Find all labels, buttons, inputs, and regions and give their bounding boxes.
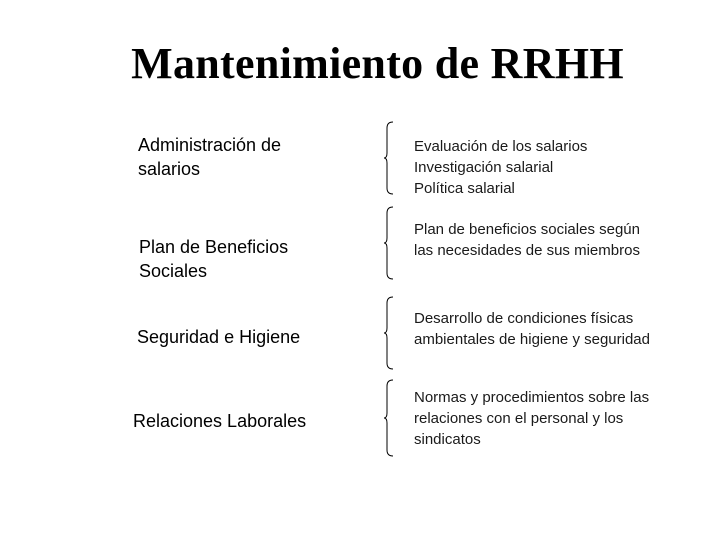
row-description-relaciones-laborales: Normas y procedimientos sobre las relaciones con el personal y los sindicatos — [414, 389, 650, 448]
row-description-plan-beneficios: Plan de beneficios sociales según las necesidades de sus miembros — [414, 221, 640, 259]
slide-title: Mantenimiento de RRHH — [131, 39, 624, 88]
row-label-seguridad-higiene: Seguridad e Higiene — [137, 327, 301, 347]
left-brace-icon — [384, 297, 396, 369]
row-label-administracion-salarios: Administración de salarios — [138, 135, 282, 179]
row-label-relaciones-laborales: Relaciones Laborales — [133, 411, 307, 431]
left-brace-icon — [384, 207, 396, 279]
row-description-seguridad-higiene: Desarrollo de condiciones físicas ambientales de higiene y seguridad — [414, 310, 650, 348]
left-brace-icon — [384, 122, 396, 194]
left-brace-icon — [384, 380, 396, 456]
row-description-administracion-salarios: Evaluación de los salarios Investigación salarial Política salarial — [414, 138, 588, 197]
row-label-plan-beneficios: Plan de Beneficios Sociales — [139, 237, 289, 281]
